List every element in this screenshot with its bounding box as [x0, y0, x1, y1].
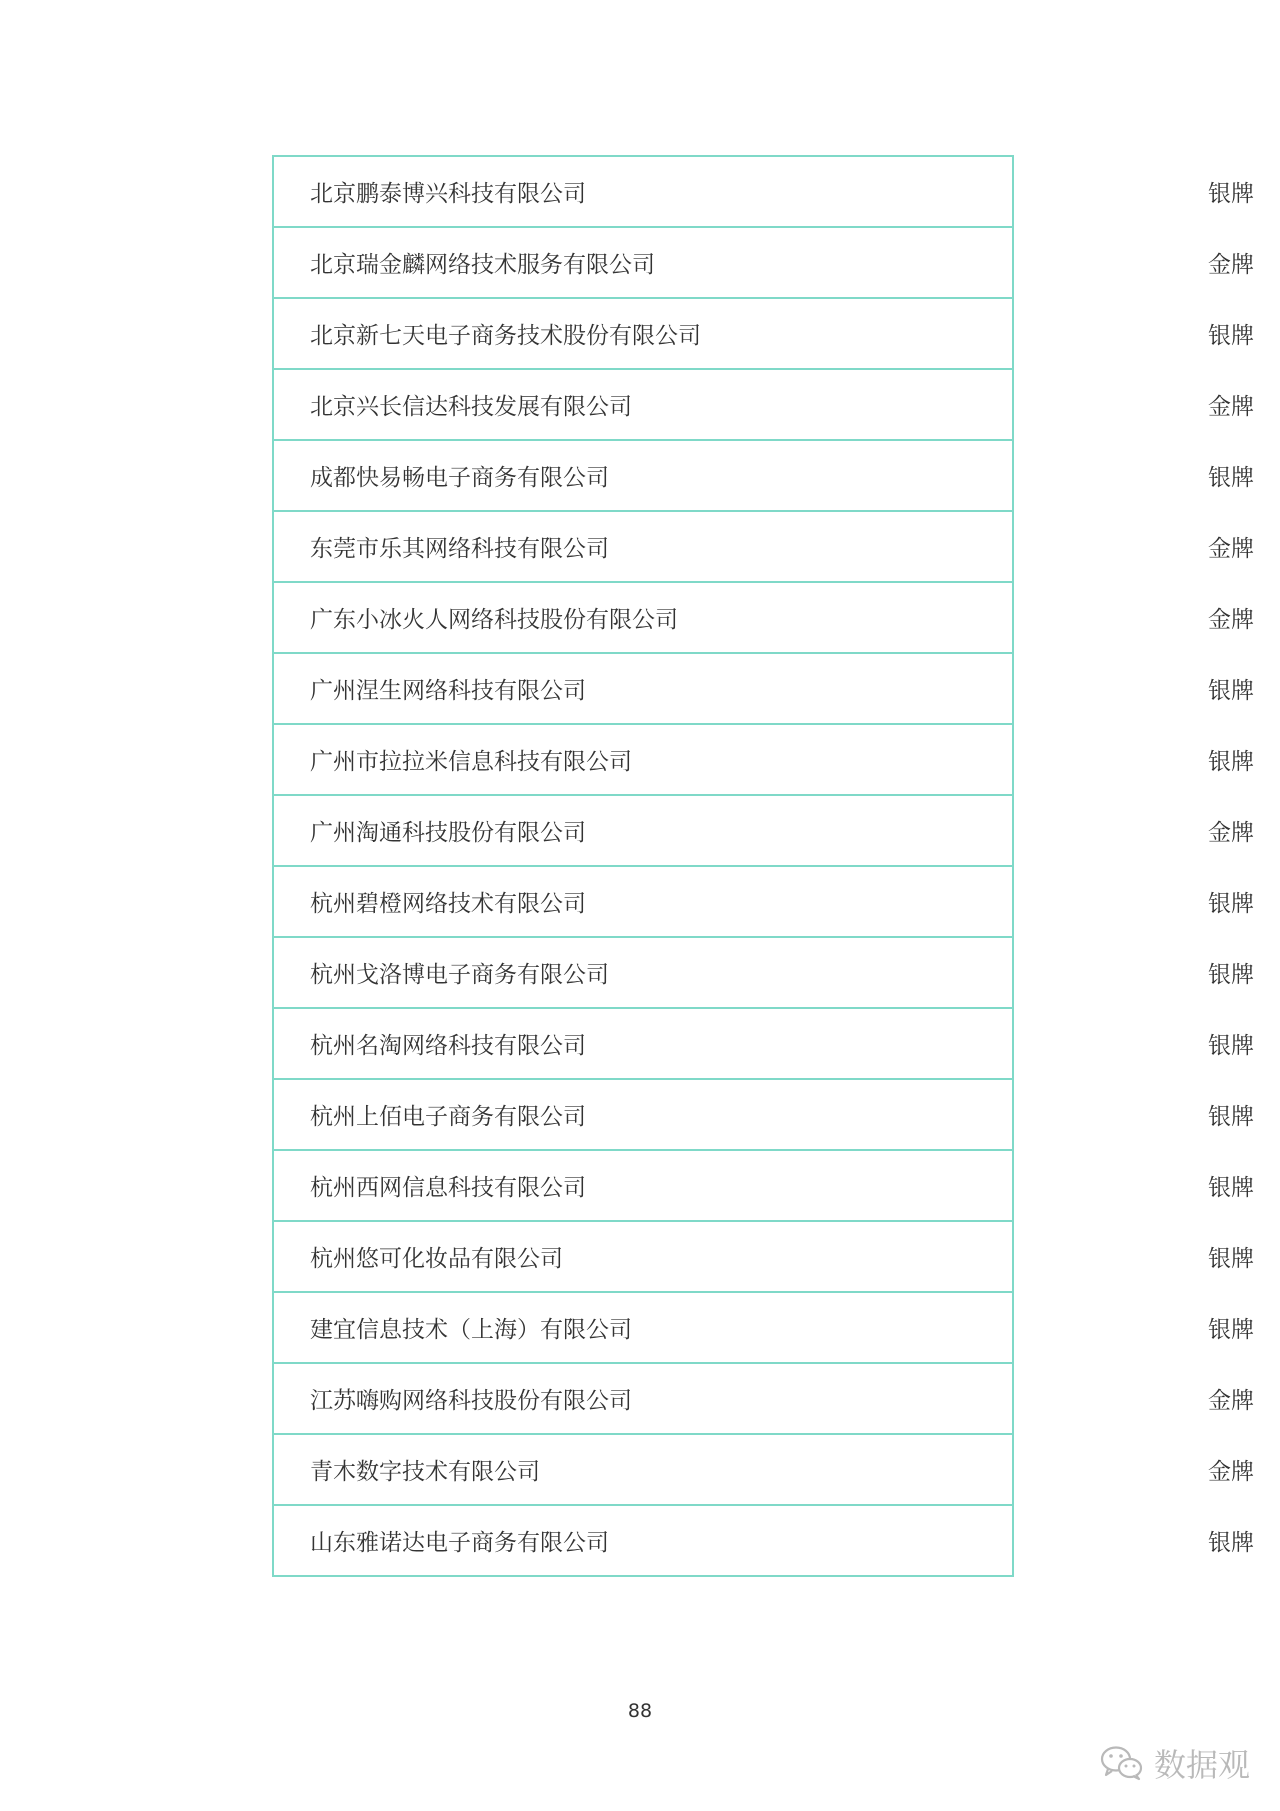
table-row	[273, 795, 1013, 866]
company-name-cell: 北京瑞金麟网络技术服务有限公司	[273, 227, 870, 298]
medal-cell: 金牌	[870, 795, 1013, 866]
watermark	[1100, 1740, 1250, 1786]
table-row	[273, 1150, 1013, 1221]
medal-cell: 金牌	[870, 582, 1013, 653]
medal-cell: 银牌	[870, 298, 1013, 369]
company-name-cell: 杭州名淘网络科技有限公司	[273, 1008, 870, 1079]
company-table	[272, 155, 1254, 1577]
wechat-icon	[1100, 1745, 1144, 1781]
company-table-container	[272, 155, 1254, 1577]
table-row	[273, 724, 1013, 795]
table-row	[273, 1363, 1013, 1434]
medal-cell: 金牌	[870, 1434, 1013, 1505]
medal-cell: 金牌	[870, 1363, 1013, 1434]
medal-cell: 银牌	[870, 1079, 1013, 1150]
medal-cell: 银牌	[870, 1505, 1013, 1576]
watermark-text: 数据观	[1153, 1746, 1250, 1784]
company-name-cell: 广州淘通科技股份有限公司	[273, 795, 870, 866]
medal-cell: 银牌	[870, 440, 1013, 511]
company-name-cell: 北京鹏泰博兴科技有限公司	[273, 156, 870, 227]
table-row	[273, 1221, 1013, 1292]
table-row	[273, 1505, 1013, 1576]
medal-cell: 银牌	[870, 724, 1013, 795]
table-row	[273, 582, 1013, 653]
table-row	[273, 1079, 1013, 1150]
company-name-cell: 青木数字技术有限公司	[273, 1434, 870, 1505]
table-row	[273, 866, 1013, 937]
company-name-cell: 杭州上佰电子商务有限公司	[273, 1079, 870, 1150]
table-row	[273, 937, 1013, 1008]
table-row	[273, 1008, 1013, 1079]
company-name-cell: 北京兴长信达科技发展有限公司	[273, 369, 870, 440]
table-row	[273, 156, 1013, 227]
table-row	[273, 511, 1013, 582]
company-name-cell: 山东雅诺达电子商务有限公司	[273, 1505, 870, 1576]
medal-cell: 银牌	[870, 1150, 1013, 1221]
table-row	[273, 369, 1013, 440]
company-name-cell: 江苏嗨购网络科技股份有限公司	[273, 1363, 870, 1434]
medal-cell: 银牌	[870, 937, 1013, 1008]
company-name-cell: 广州市拉拉米信息科技有限公司	[273, 724, 870, 795]
company-name-cell: 杭州戈洛博电子商务有限公司	[273, 937, 870, 1008]
medal-cell: 银牌	[870, 653, 1013, 724]
table-row	[273, 1434, 1013, 1505]
table-row	[273, 227, 1013, 298]
table-body	[273, 156, 1254, 1576]
company-name-cell: 北京新七天电子商务技术股份有限公司	[273, 298, 870, 369]
medal-cell: 金牌	[870, 511, 1013, 582]
table-row	[273, 1292, 1013, 1363]
company-name-cell: 杭州悠可化妆品有限公司	[273, 1221, 870, 1292]
medal-cell: 银牌	[870, 1008, 1013, 1079]
medal-cell: 银牌	[870, 1292, 1013, 1363]
medal-cell: 银牌	[870, 156, 1013, 227]
company-name-cell: 杭州西网信息科技有限公司	[273, 1150, 870, 1221]
page-number: 88	[627, 1700, 653, 1722]
company-name-cell: 杭州碧橙网络技术有限公司	[273, 866, 870, 937]
table-row	[273, 440, 1013, 511]
company-name-cell: 成都快易畅电子商务有限公司	[273, 440, 870, 511]
table-row	[273, 298, 1013, 369]
medal-cell: 金牌	[870, 369, 1013, 440]
medal-cell: 银牌	[870, 1221, 1013, 1292]
company-name-cell: 广东小冰火人网络科技股份有限公司	[273, 582, 870, 653]
table-row	[273, 653, 1013, 724]
medal-cell: 银牌	[870, 866, 1013, 937]
company-name-cell: 建宜信息技术（上海）有限公司	[273, 1292, 870, 1363]
medal-cell: 金牌	[870, 227, 1013, 298]
company-name-cell: 东莞市乐其网络科技有限公司	[273, 511, 870, 582]
company-name-cell: 广州涅生网络科技有限公司	[273, 653, 870, 724]
